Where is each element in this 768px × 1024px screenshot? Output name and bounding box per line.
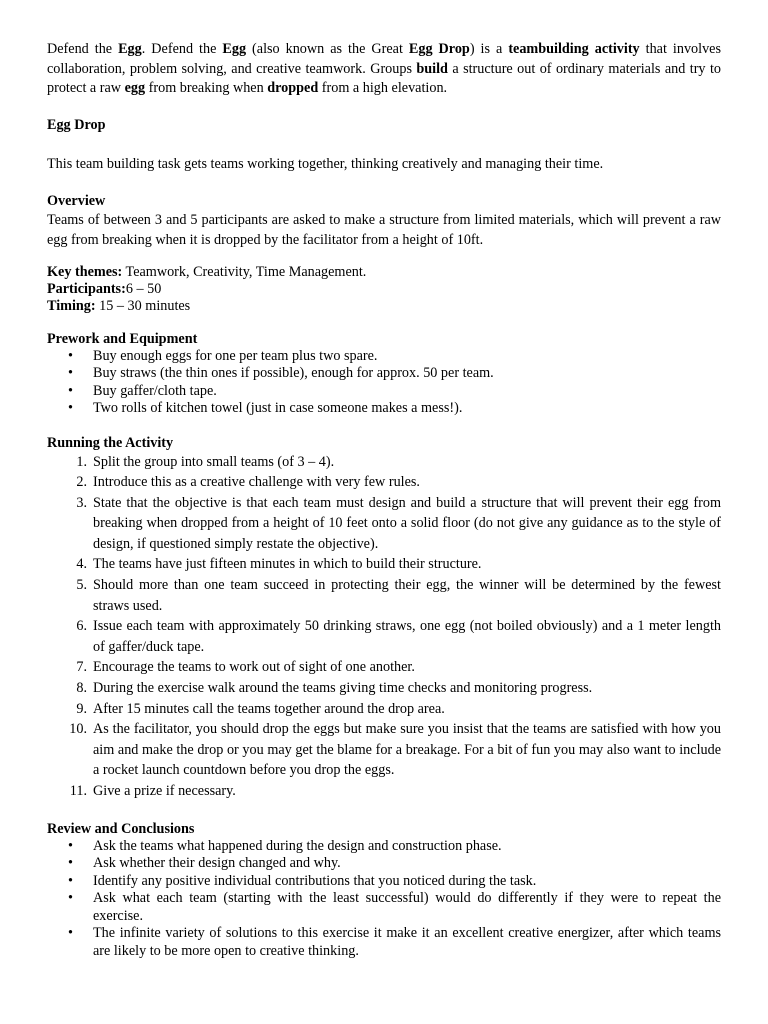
item-text: As the facilitator, you should drop the eggs but make sure you insist that the teams are satisfied with how you aim and make the drop or you may get the blame for a breakage. For a bit of fun you may also want to include a rocket launch countdown before you drop the eggs. (93, 721, 721, 779)
list-item (47, 699, 721, 720)
timing-label: Timing: (47, 297, 96, 314)
intro-bold: build (416, 60, 448, 77)
item-text: Introduce this as a creative challenge with very few rules. (93, 474, 420, 491)
intro-text: from breaking when (145, 80, 268, 96)
intro-text: a structure out of ordinary materials and try to protect a raw (47, 60, 721, 96)
list-item: • Buy straws (the thin ones if possible), enough for approx. 50 per team. (47, 365, 721, 383)
timing-line (47, 298, 721, 315)
item-number: 9. (76, 700, 87, 717)
intro-text: from a high elevation. (318, 80, 448, 96)
running-heading: Running the Activity (47, 434, 174, 451)
intro-bold: dropped (267, 80, 319, 96)
list-item (47, 678, 721, 699)
document-page (47, 40, 721, 960)
item-number: 2. (76, 474, 87, 491)
timing-value: 15 – 30 minutes (95, 297, 191, 314)
list-item (47, 575, 721, 616)
running-list (47, 452, 721, 802)
list-item: • Buy enough eggs for one per team plus two spare. (47, 348, 721, 366)
key-themes-label: Key themes: (47, 263, 123, 280)
item-number: 3. (76, 494, 87, 511)
egg-drop-paragraph: This team building task gets teams working together, thinking creatively and managing their time. (47, 155, 604, 172)
item-text: During the exercise walk around the teams giving time checks and monitoring progress. (93, 680, 593, 697)
item-number: 7. (76, 659, 87, 676)
item-number: 10. (69, 721, 87, 738)
participants-line (47, 281, 721, 298)
item-text: After 15 minutes call the teams together around the drop area. (93, 700, 445, 717)
intro-paragraph (47, 40, 721, 99)
list-item: • Buy gaffer/cloth tape. (47, 383, 721, 401)
intro-bold: Egg Drop (408, 41, 470, 57)
list-item (47, 452, 721, 473)
item-text: Split the group into small teams (of 3 – 4). (93, 453, 335, 470)
item-text: Issue each team with approximately 50 drinking straws, one egg (not boiled obviously) and a 1 meter length of gaffer/duck tape. (93, 618, 721, 655)
item-text: The teams have just fifteen minutes in which to build their structure. (93, 556, 482, 573)
item-number: 1. (76, 453, 87, 470)
participants-label: Participants: (47, 280, 126, 297)
list-item (47, 781, 721, 802)
list-item: • Ask the teams what happened during the design and construction phase. (47, 838, 721, 856)
review-heading: Review and Conclusions (47, 820, 195, 837)
list-item: • Two rolls of kitchen towel (just in case someone makes a mess!). (47, 400, 721, 418)
item-text: Encourage the teams to work out of sight of one another. (93, 659, 415, 676)
list-item: • Ask whether their design changed and why. (47, 855, 721, 873)
list-item (47, 657, 721, 678)
intro-bold: teambuilding activity (508, 41, 640, 57)
review-list (47, 838, 721, 961)
item-number: 8. (76, 680, 87, 697)
list-item (47, 493, 721, 555)
intro-text: that involves collaboration, problem solving, and creative teamwork. Groups (47, 41, 721, 77)
item-number: 4. (76, 556, 87, 573)
intro-text: ) is a (469, 41, 509, 57)
list-item (47, 616, 721, 657)
overview-paragraph: Teams of between 3 and 5 participants are asked to make a structure from limited materials, which will prevent a raw egg from breaking when it is dropped by the facilitator from a height of 10ft. (47, 211, 721, 248)
intro-bold: Egg (222, 41, 247, 57)
item-text: Give a prize if necessary. (93, 783, 236, 799)
prework-list (47, 348, 721, 418)
list-item: • Identify any positive individual contributions that you noticed during the task. (47, 873, 721, 891)
intro-bold: egg (124, 80, 146, 96)
key-themes-value: Teamwork, Creativity, Time Management. (122, 263, 367, 280)
egg-drop-heading: Egg Drop (47, 116, 106, 133)
item-text: Should more than one team succeed in protecting their egg, the winner will be determined by the fewest straws used. (93, 577, 721, 614)
item-text: State that the objective is that each team must design and build a structure that will prevent their egg from breaking when dropped from a height of 10 feet onto a solid floor (do not give any guidance as to the style of design, if questioned simply restate the objective). (93, 494, 721, 552)
list-item (47, 719, 721, 781)
prework-heading: Prework and Equipment (47, 330, 198, 347)
intro-text: Defend the (47, 41, 119, 57)
list-item (47, 472, 721, 493)
intro-text: (also known as the Great (246, 41, 409, 57)
key-info-block (47, 264, 721, 315)
list-item: • The infinite variety of solutions to this exercise it make it an excellent creative energizer, after which teams are likely to be more open to creative thinking. (47, 925, 721, 960)
key-themes-line (47, 264, 721, 281)
item-number: 6. (76, 618, 87, 635)
overview-heading: Overview (47, 192, 106, 209)
list-item: • Ask what each team (starting with the least successful) would do differently if they were to repeat the exercise. (47, 890, 721, 925)
item-number: 11. (69, 783, 87, 799)
list-item (47, 554, 721, 575)
item-number: 5. (76, 577, 87, 594)
participants-value: 6 – 50 (125, 280, 162, 297)
intro-text: . Defend the (141, 41, 223, 57)
intro-bold: Egg (118, 41, 142, 57)
